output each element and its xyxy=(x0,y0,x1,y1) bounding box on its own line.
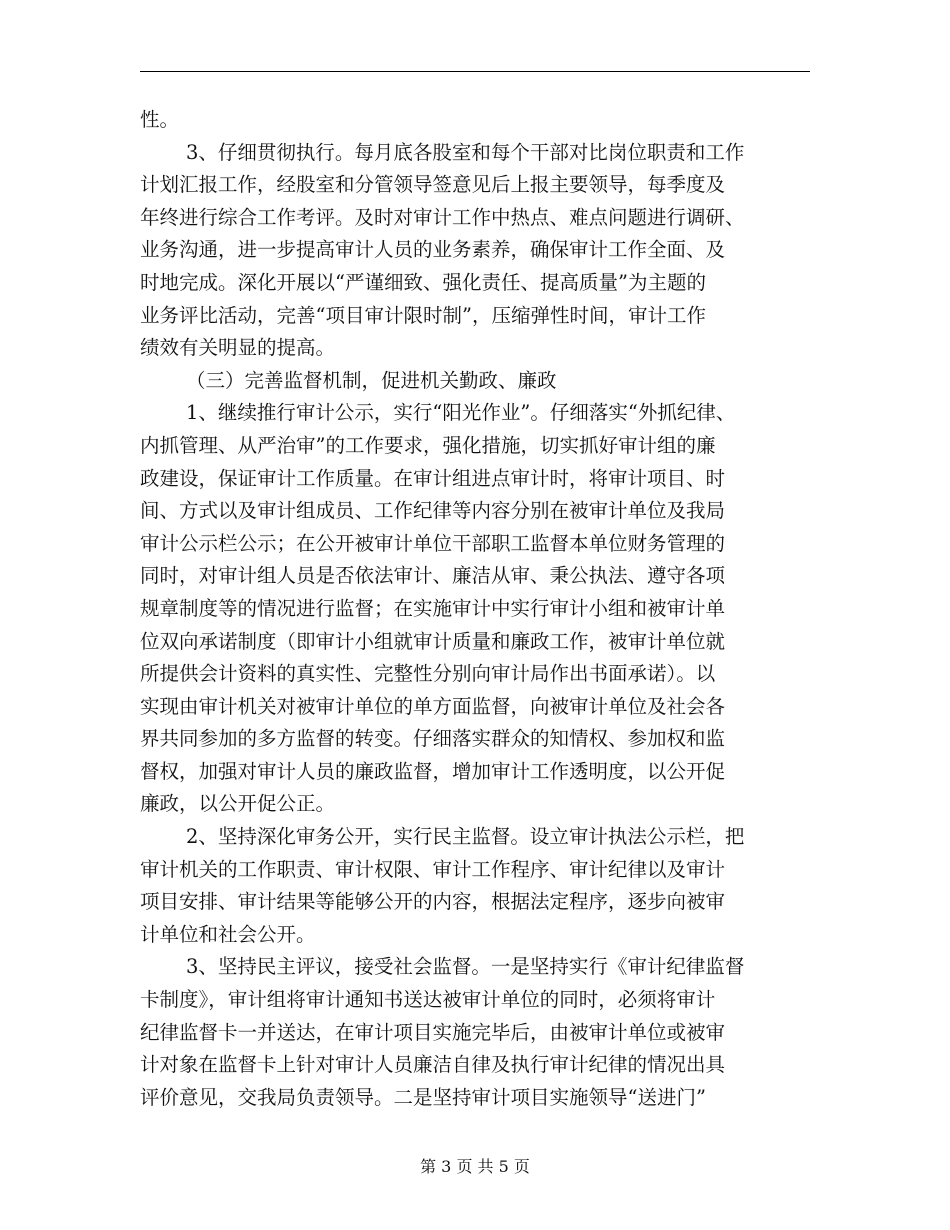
text-line: 纪律监督卡一并送达，在审计项目实施完毕后，由被审计单位或被审 xyxy=(140,1020,726,1044)
text-line: 评价意见，交我局负责领导。二是坚持审计项目实施领导“送进门” xyxy=(140,1085,706,1109)
paragraph-first-line: 2、坚持深化审务公开，实行民主监督。设立审计执法公示栏，把 xyxy=(186,825,745,849)
text-line: 计单位和社会公开。 xyxy=(140,922,316,946)
paragraph-first-line: 1、继续推行审计公示，实行“阳光作业”。仔细落实“外抓纪律、 xyxy=(186,401,736,425)
text-line: 卡制度》，审计组将审计通知书送达被审计单位的同时，必须将审计 xyxy=(140,988,716,1012)
paragraph-first-line: 3、坚持民主评议，接受社会监督。一是坚持实行《审计纪律监督 xyxy=(186,955,745,979)
text-line: 项目安排、审计结果等能够公开的内容，根据法定程序，逐步向被审 xyxy=(140,890,726,914)
document-body xyxy=(140,104,810,1114)
text-line: 计对象在监督卡上针对审计人员廉洁自律及执行审计纪律的情况出具 xyxy=(140,1053,726,1077)
text-line: 年终进行综合工作考评。及时对审计工作中热点、难点问题进行调研、 xyxy=(140,205,745,229)
text-line: 内抓管理、从严治审”的工作要求，强化措施，切实抓好审计组的廉 xyxy=(140,433,716,457)
paragraph-first-line: 3、仔细贯彻执行。每月底各股室和每个干部对比岗位职责和工作 xyxy=(186,140,745,164)
text-line: 性。 xyxy=(140,108,180,131)
text-line: 所提供会计资料的真实性、完整性分别向审计局作出书面承诺）。以 xyxy=(140,662,716,686)
text-line: 计划汇报工作，经股室和分管领导签意见后上报主要领导，每季度及 xyxy=(140,173,726,197)
text-line: 业务评比活动，完善“项目审计限时制”，压缩弹性时间，审计工作 xyxy=(140,303,706,327)
text-line: 廉政，以公开促公正。 xyxy=(140,792,336,816)
header-rule xyxy=(140,71,810,72)
text-line: 位双向承诺制度（即审计小组就审计质量和廉政工作，被审计单位就 xyxy=(140,629,726,653)
section-heading: （三）完善监督机制，促进机关勤政、廉政 xyxy=(186,368,557,392)
text-line: 督权，加强对审计人员的廉政监督，增加审计工作透明度，以公开促 xyxy=(140,759,726,783)
text-line: 间、方式以及审计组成员、工作纪律等内容分别在被审计单位及我局 xyxy=(140,499,726,523)
text-line: 业务沟通，进一步提高审计人员的业务素养，确保审计工作全面、及 xyxy=(140,238,726,262)
text-line: 规章制度等的情况进行监督；在实施审计中实行审计小组和被审计单 xyxy=(140,596,726,620)
page-footer: 第 3 页 共 5 页 xyxy=(420,1157,530,1176)
text-line: 绩效有关明显的提高。 xyxy=(140,336,336,360)
text-line: 同时，对审计组人员是否依法审计、廉洁从审、秉公执法、遵守各项 xyxy=(140,564,726,588)
text-line: 审计机关的工作职责、审计权限、审计工作程序、审计纪律以及审计 xyxy=(140,857,726,881)
text-line: 政建设，保证审计工作质量。在审计组进点审计时，将审计项目、时 xyxy=(140,466,726,490)
text-line: 时地完成。深化开展以“严谨细致、强化责任、提高质量”为主题的 xyxy=(140,270,706,294)
text-line: 界共同参加的多方监督的转变。仔细落实群众的知情权、参加权和监 xyxy=(140,727,726,751)
text-line: 审计公示栏公示；在公开被审计单位干部职工监督本单位财务管理的 xyxy=(140,531,726,555)
text-line: 实现由审计机关对被审计单位的单方面监督，向被审计单位及社会各 xyxy=(140,694,726,718)
